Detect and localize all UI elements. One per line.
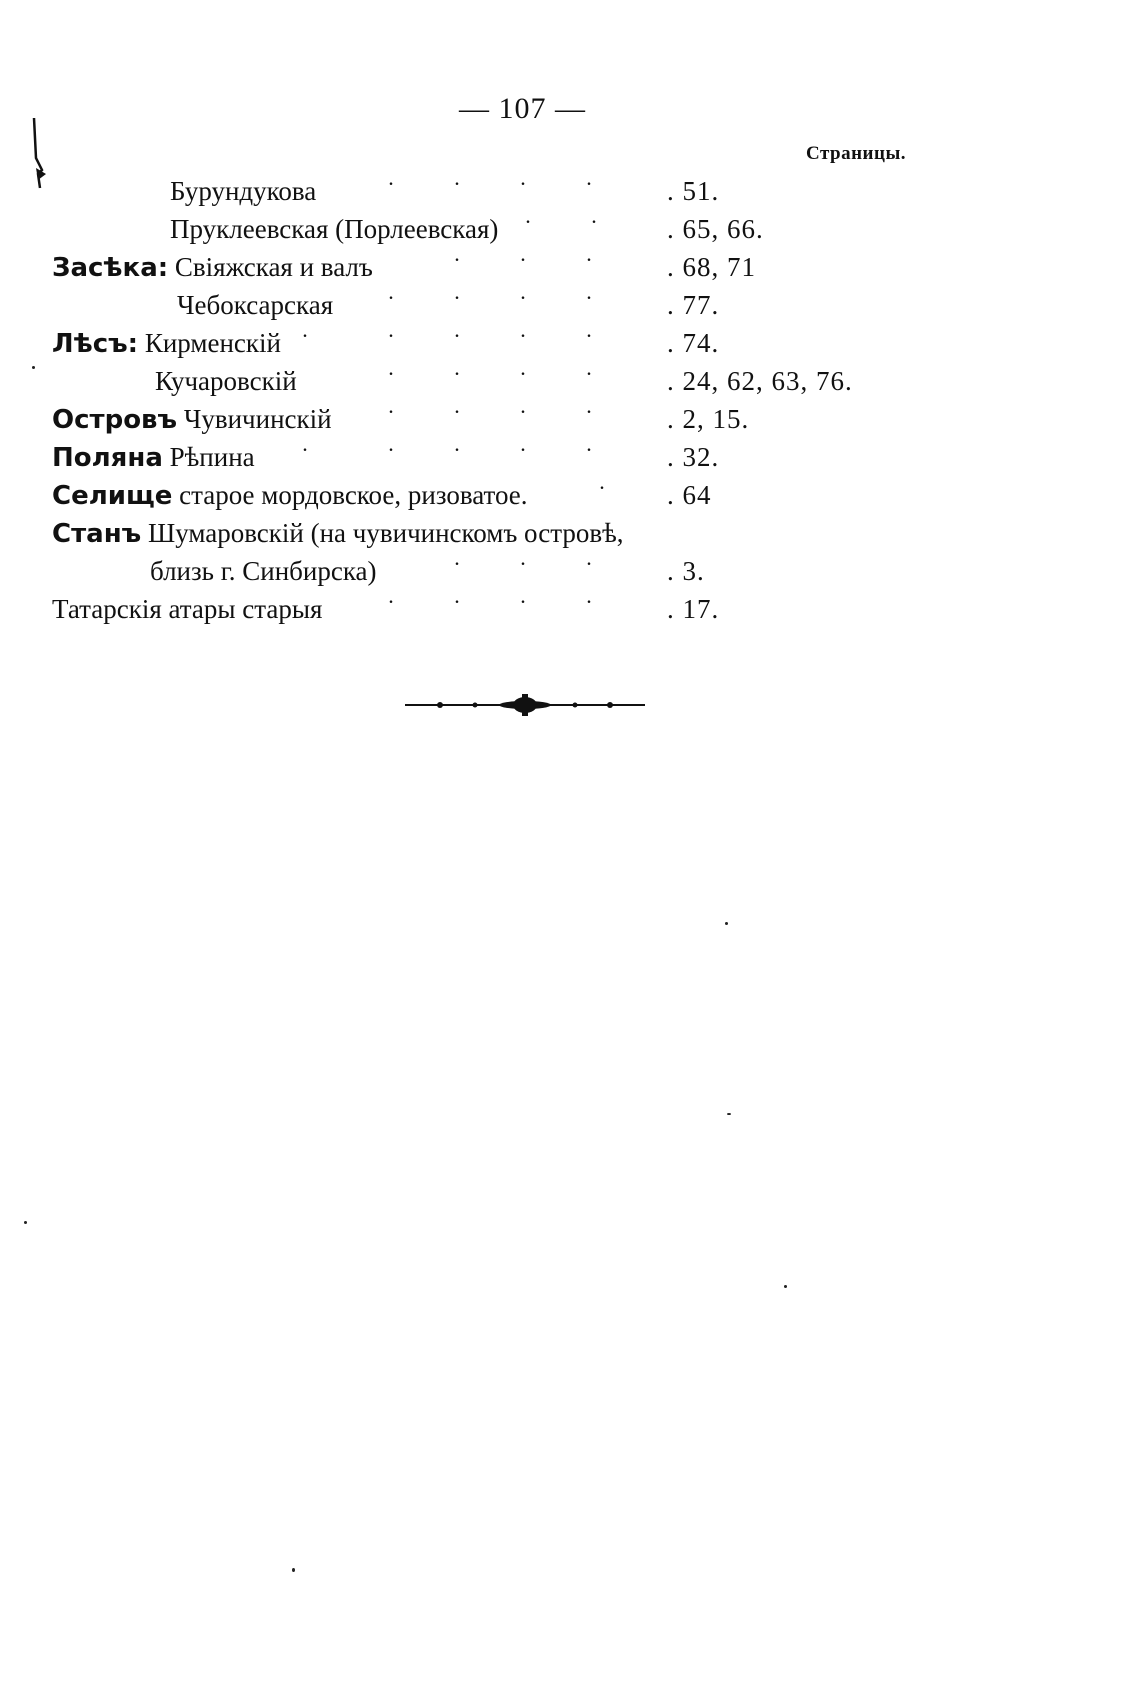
entry-text: Свіяжская и валъ xyxy=(174,252,373,282)
leader-dots: . . . . xyxy=(389,400,591,417)
entry-keyword: Засѣка: xyxy=(52,253,169,283)
leader-dots: . . . . xyxy=(389,172,591,189)
entry-keyword: Островъ xyxy=(52,405,178,435)
entry-text: Чувичинскій xyxy=(183,404,332,434)
entry-pages: . 2, 15. xyxy=(667,404,750,434)
entry-pages: . 77. xyxy=(667,290,720,320)
paper-speck xyxy=(725,922,728,925)
entry-text: Кирменскій xyxy=(144,328,281,358)
entry-pages: . 65, 66. xyxy=(667,214,764,244)
leader-dots: . . . . xyxy=(389,590,591,607)
index-entry xyxy=(52,438,255,476)
entry-text: Бурундукова xyxy=(170,176,317,206)
index-entry xyxy=(177,286,333,324)
index-entry xyxy=(155,362,297,400)
paper-speck xyxy=(784,1285,787,1288)
entry-pages: . 68, 71 xyxy=(667,252,756,282)
pages-column-heading: Страницы. xyxy=(806,143,907,164)
leader-dots: . . . . . xyxy=(303,324,591,341)
entry-pages: . 64 xyxy=(667,480,712,510)
index-entry xyxy=(52,514,624,552)
entry-pages: . 3. xyxy=(667,556,705,586)
index-entry xyxy=(52,400,332,438)
entry-pages: . 32. xyxy=(667,442,720,472)
index-entry xyxy=(52,248,373,286)
entry-keyword: Лѣсъ: xyxy=(52,329,139,359)
index-entry xyxy=(170,210,498,248)
entry-text: Шумаровскій (на чувичинскомъ островѣ, xyxy=(147,518,624,548)
entry-text: старое мордовское, ризоватое. xyxy=(179,480,528,510)
paper-speck xyxy=(727,1113,731,1115)
paper-speck xyxy=(32,366,35,369)
margin-ink-mark xyxy=(28,118,52,196)
entry-keyword: Поляна xyxy=(52,443,163,473)
leader-dots: . . . . xyxy=(389,286,591,303)
entry-text: Рѣпина xyxy=(169,442,255,472)
entry-pages: . 51. xyxy=(667,176,720,206)
entry-text: Пруклеевская (Порлеевская) xyxy=(170,214,499,244)
index-entry xyxy=(150,552,377,590)
entry-pages: . 17. xyxy=(667,594,720,624)
leader-dots: . . . . xyxy=(389,362,591,379)
leader-dots: . xyxy=(600,476,604,493)
entry-text: близь г. Синбирска) xyxy=(150,556,377,586)
entry-keyword: Селище xyxy=(52,481,173,511)
entry-pages: . 24, 62, 63, 76. xyxy=(667,366,853,396)
entry-keyword: Станъ xyxy=(52,519,142,549)
leader-dots: . . . . . xyxy=(303,438,591,455)
entry-pages: . 74. xyxy=(667,328,720,358)
index-entry xyxy=(52,590,322,628)
index-entry xyxy=(52,324,281,362)
paper-speck xyxy=(292,1568,295,1572)
entry-text: Кучаровскій xyxy=(155,366,297,396)
divider-ornament xyxy=(405,690,645,720)
leader-dots: . . xyxy=(526,210,596,227)
entry-text: Татарскія атары старыя xyxy=(52,594,323,624)
page-number: — 107 — xyxy=(459,92,586,125)
index-entry xyxy=(170,172,316,210)
leader-dots: . . . xyxy=(455,552,591,569)
paper-speck xyxy=(24,1221,27,1224)
entry-text: Чебоксарская xyxy=(177,290,334,320)
index-entry xyxy=(52,476,528,514)
leader-dots: . . . xyxy=(455,248,591,265)
